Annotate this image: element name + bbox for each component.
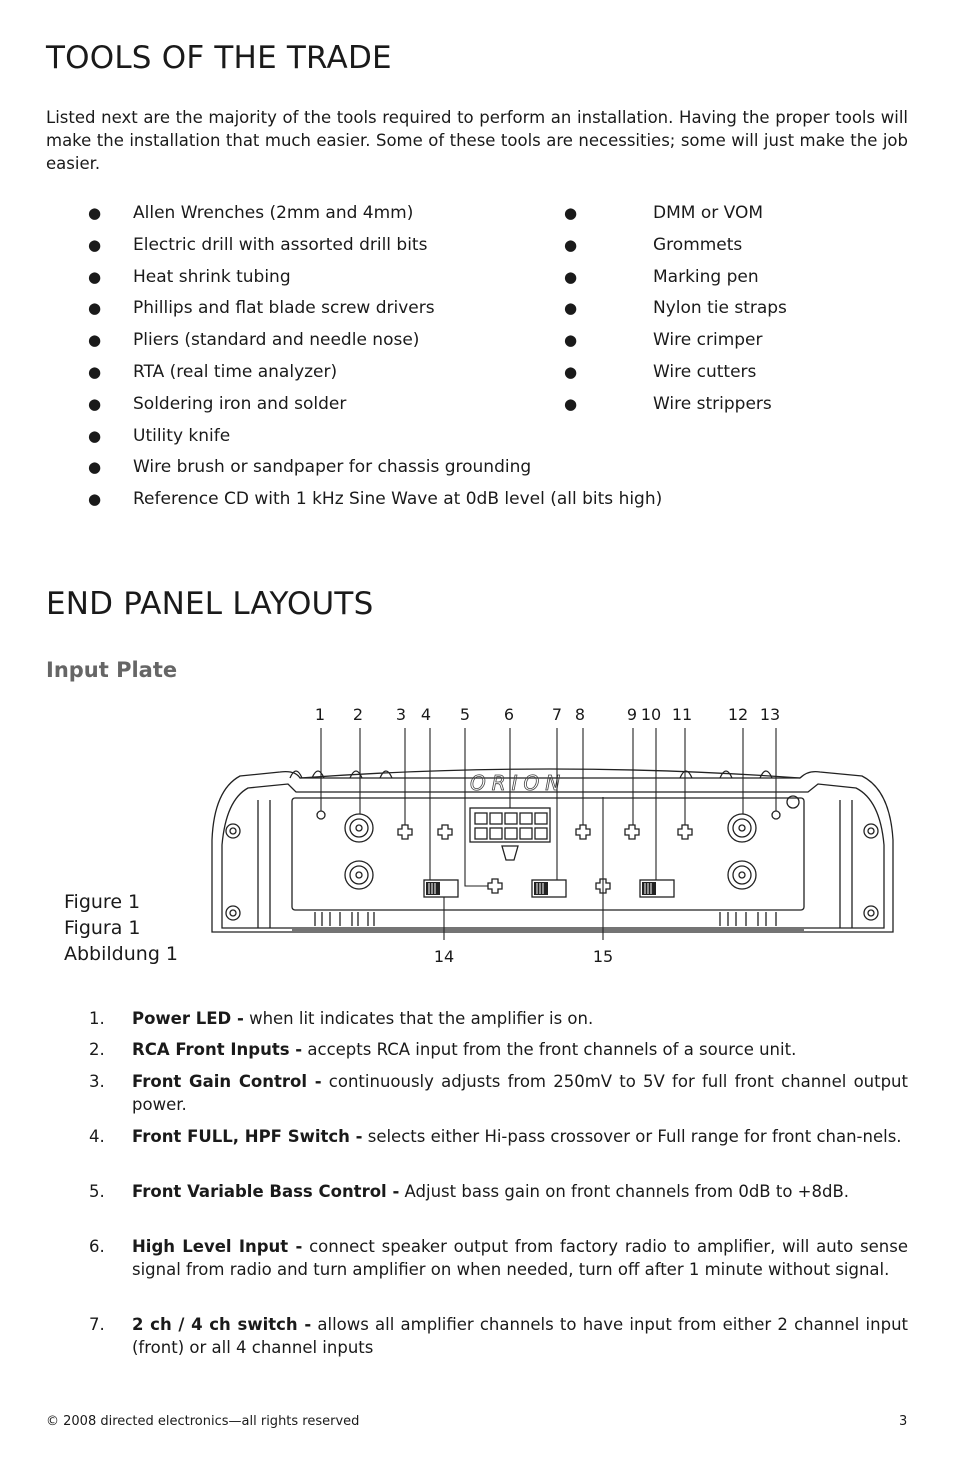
bullet-icon: ●	[88, 235, 102, 254]
callout-number: 8	[574, 705, 586, 724]
control-knob-icon	[398, 825, 412, 839]
tool-name: Nylon tie straps	[653, 298, 787, 319]
callout-number: 13	[759, 705, 781, 724]
bullet-icon: ●	[88, 458, 102, 477]
tool-name: Allen Wrenches (2mm and 4mm)	[133, 203, 414, 223]
bullet-icon: ●	[88, 204, 102, 222]
amp-housing-outline	[212, 772, 893, 932]
tool-list-item	[88, 235, 538, 257]
item-number: 1.	[89, 1009, 105, 1028]
tool-name: DMM or VOM	[653, 203, 764, 223]
tool-list-item	[88, 489, 663, 511]
figure-caption-es: Figura 1	[64, 917, 141, 939]
item-text: connect speaker output from factory radio to amplifier, will auto sense signal from radio and turn amplifier on when needed, turn off after 1 minute without signal.	[132, 1237, 908, 1279]
section-title-tools: TOOLS OF THE TRADE	[46, 40, 392, 76]
brand-logo: ORION	[470, 771, 567, 795]
tool-name: Soldering iron and solder	[133, 393, 347, 414]
control-knob-icon	[625, 825, 639, 839]
callout-number: 5	[459, 705, 471, 724]
subsection-title-input-plate: Input Plate	[46, 658, 178, 682]
led-right	[772, 811, 780, 819]
tool-name: Phillips and flat blade screw drivers	[133, 298, 435, 319]
bullet-icon: ●	[88, 490, 102, 509]
item-description	[132, 1313, 908, 1359]
item-description	[132, 1038, 908, 1061]
rca-jack	[345, 814, 373, 842]
tool-list-item	[88, 203, 538, 225]
page-number: 3	[899, 1414, 908, 1429]
mount-screw	[864, 824, 878, 838]
bullet-icon: ●	[564, 331, 578, 350]
bullet-icon: ●	[564, 299, 578, 318]
tool-list-item	[564, 267, 954, 289]
item-label: Front Gain Control -	[132, 1072, 322, 1091]
control-knob-icon	[678, 825, 692, 839]
item-label: Front FULL, HPF Switch -	[132, 1127, 363, 1146]
item-number: 2.	[89, 1040, 105, 1059]
tool-list-item	[564, 203, 954, 225]
callout-number: 14	[433, 947, 455, 966]
bullet-icon: ●	[88, 331, 102, 350]
tool-name: Wire strippers	[653, 393, 772, 414]
section-title-end-panel: END PANEL LAYOUTS	[46, 586, 374, 622]
tool-list-item	[88, 394, 538, 416]
tool-list-item	[88, 457, 538, 479]
tool-list-item	[88, 298, 538, 320]
bullet-icon: ●	[88, 426, 102, 445]
bullet-icon: ●	[564, 363, 578, 381]
tool-name: Wire brush or sandpaper for chassis grounding	[133, 457, 532, 478]
item-description	[132, 1180, 908, 1203]
callout-number: 12	[727, 705, 749, 724]
callout-number: 15	[592, 947, 614, 966]
bullet-icon: ●	[564, 235, 578, 254]
figure-caption-de: Abbildung 1	[64, 943, 179, 965]
control-knob-icon	[576, 825, 590, 839]
item-label: 2 ch / 4 ch switch -	[132, 1315, 312, 1334]
item-label: Power LED -	[132, 1009, 244, 1028]
tool-list-item	[564, 235, 954, 257]
callout-number: 6	[503, 705, 515, 724]
item-number: 4.	[89, 1127, 105, 1146]
callout-number: 10	[640, 705, 662, 724]
rca-jack	[728, 861, 756, 889]
tool-list-item	[564, 394, 954, 416]
tool-name: Wire cutters	[653, 362, 757, 382]
item-label: Front Variable Bass Control -	[132, 1182, 400, 1201]
tool-list-item	[564, 330, 954, 352]
callout-number: 11	[671, 705, 693, 724]
callout-number: 1	[314, 705, 326, 724]
item-text: continuously adjusts from 250mV to 5V for full front channel output power.	[132, 1072, 908, 1114]
tool-name: Heat shrink tubing	[133, 266, 291, 287]
control-knob-icon	[488, 879, 502, 893]
item-text: selects either Hi-pass crossover or Full range for front chan-nels.	[362, 1127, 902, 1146]
item-label: High Level Input -	[132, 1237, 303, 1256]
bullet-icon: ●	[564, 267, 578, 286]
tool-list-item	[88, 362, 538, 384]
input-plate-figure	[0, 690, 954, 980]
item-description	[132, 1070, 908, 1116]
bullet-icon: ●	[88, 394, 102, 413]
callout-number: 7	[551, 705, 563, 724]
item-text: when lit indicates that the amplifier is on.	[243, 1009, 594, 1028]
item-description	[132, 1125, 908, 1148]
bullet-icon: ●	[88, 363, 102, 381]
tool-list-item	[564, 298, 954, 320]
bullet-icon: ●	[88, 299, 102, 318]
tool-list-item	[88, 267, 538, 289]
item-number: 7.	[89, 1315, 105, 1334]
tool-name: RTA (real time analyzer)	[133, 362, 338, 382]
tool-name: Wire crimper	[653, 330, 763, 351]
bullet-icon: ●	[564, 204, 578, 222]
callout-number: 3	[395, 705, 407, 724]
callout-number: 4	[420, 705, 432, 724]
bullet-icon: ●	[88, 267, 102, 286]
item-text: accepts RCA input from the front channels of a source unit.	[302, 1040, 797, 1059]
tool-name: Electric drill with assorted drill bits	[133, 234, 428, 255]
item-number: 3.	[89, 1072, 105, 1091]
item-text: Adjust bass gain on front channels from 0dB to +8dB.	[399, 1182, 850, 1201]
item-label: RCA Front Inputs -	[132, 1040, 303, 1059]
callout-number: 9	[626, 705, 638, 724]
figure-caption-en: Figure 1	[64, 891, 141, 913]
mount-screw	[226, 824, 240, 838]
tool-name: Utility knife	[133, 425, 231, 446]
tool-list-item	[564, 362, 954, 384]
footer-copyright: © 2008 directed electronics—all rights reserved	[46, 1414, 360, 1429]
control-knob-icon	[438, 825, 452, 839]
item-text: allows all amplifier channels to have input from either 2 channel input (front) or all 4 channel inputs	[132, 1315, 908, 1357]
callout-number: 2	[352, 705, 364, 724]
tool-name: Marking pen	[653, 266, 759, 287]
mount-screw	[864, 906, 878, 920]
rca-jack	[728, 814, 756, 842]
bullet-icon: ●	[564, 394, 578, 413]
callout-leader-line	[465, 728, 488, 886]
input-plate-diagram	[0, 690, 954, 980]
tool-name: Reference CD with 1 kHz Sine Wave at 0dB level (all bits high)	[133, 489, 663, 510]
rca-jack	[345, 861, 373, 889]
item-description	[132, 1007, 908, 1030]
power-led	[317, 811, 325, 819]
item-number: 5.	[89, 1182, 105, 1201]
tool-list-item	[88, 330, 538, 352]
item-description	[132, 1235, 908, 1281]
tool-name: Pliers (standard and needle nose)	[133, 330, 420, 351]
mount-screw	[226, 906, 240, 920]
tool-name: Grommets	[653, 234, 743, 255]
item-number: 6.	[89, 1237, 105, 1256]
intro-paragraph: Listed next are the majority of the tools required to perform an installation. Having the proper tools will make the installation that much easier. Some of these tools are necessities; some will just make the job easier.	[46, 108, 908, 173]
tool-list-item	[88, 426, 538, 448]
